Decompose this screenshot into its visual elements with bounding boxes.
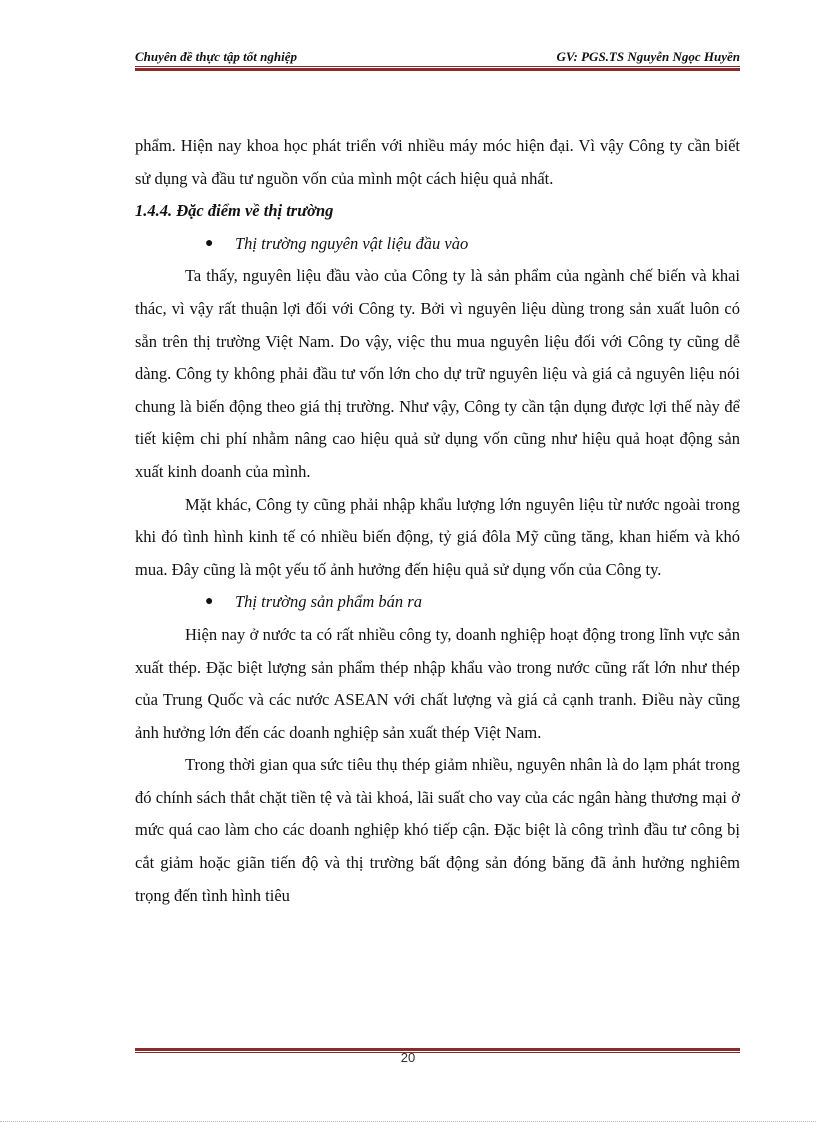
paragraph-competition: Hiện nay ở nước ta có rất nhiều công ty, doanh nghiệp hoạt động trong lĩnh vực sản xuất thép. Đặc biệt lượng sản phẩm thép nhập khẩu vào trong nước cũng rất lớn như thép của Trung Quốc và các nước ASEAN với chất lượng và giá cả cạnh tranh. Điều này cũng ảnh hưởng lớn đến các doanh nghiệp sản xuất thép Việt Nam. bbox=[135, 624, 740, 742]
bullet-input-market bbox=[135, 228, 740, 261]
document-body bbox=[135, 130, 740, 912]
page-edge-divider bbox=[0, 1121, 816, 1122]
paragraph-intro: phẩm. Hiện nay khoa học phát triển với nhiều máy móc hiện đại. Vì vậy Công ty cần biết sử dụng và đầu tư nguồn vốn của mình một cách hiệu quả nhất. bbox=[135, 136, 740, 188]
header-title: Chuyên đề thực tập tốt nghiệp bbox=[135, 49, 297, 64]
bullet-input-market-text: Thị trường nguyên vật liệu đầu vào bbox=[235, 233, 469, 253]
bullet-dot-icon: ● bbox=[205, 235, 214, 251]
bullet-output-market-text: Thị trường sản phẩm bán ra bbox=[235, 592, 422, 612]
paragraph-input-materials: Ta thấy, nguyên liệu đầu vào của Công ty là sản phẩm của ngành chế biến và khai thác, vì vậy rất thuận lợi đối với Công ty. Bởi vì nguyên liệu dùng trong sản xuất luôn có sẵn trên thị trường Việt Nam. Do vậy, việc thu mua nguyên liệu đối với Công ty cũng dễ dàng. Công ty không phải đầu tư vốn lớn cho dự trữ nguyên liệu và giá cả nguyên liệu nói chung là biến động theo giá thị trường. Như vậy, Công ty cần tận dụng được lợi thế này để tiết kiệm chi phí nhằm nâng cao hiệu quả sử dụng vốn cũng như hiệu quả hoạt động sản xuất kinh doanh của mình. bbox=[135, 266, 740, 481]
bullet-dot-icon: ● bbox=[205, 594, 214, 610]
paragraph-consumption: Trong thời gian qua sức tiêu thụ thép giảm nhiều, nguyên nhân là do lạm phát trong đó chính sách thắt chặt tiền tệ và tài khoá, lãi suất cho vay của các ngân hàng thương mại ở mức quá cao làm cho các doanh nghiệp khó tiếp cận. Đặc biệt là công trình đầu tư công bị cắt giảm hoặc giãn tiến độ và thị trường bất động sản đóng băng đã ảnh hưởng nghiêm trọng đến tình hình tiêu bbox=[135, 755, 740, 905]
section-heading: 1.4.4. Đặc điểm về thị trường bbox=[135, 201, 334, 221]
paragraph-imports: Mặt khác, Công ty cũng phải nhập khẩu lượng lớn nguyên liệu từ nước ngoài trong khi đó tình hình kinh tế có nhiều biến động, tỷ giá đôla Mỹ cũng tăng, khan hiếm và khó mua. Đây cũng là một yếu tố ảnh hưởng đến hiệu quả sử dụng vốn của Công ty. bbox=[135, 494, 740, 579]
header-instructor: GV: PGS.TS Nguyễn Ngọc Huyền bbox=[556, 49, 740, 64]
header-rule-top bbox=[135, 66, 740, 67]
header-rule-bottom bbox=[135, 68, 740, 71]
page-number: 20 bbox=[400, 1050, 416, 1065]
bullet-output-market bbox=[135, 586, 740, 619]
page-header bbox=[135, 46, 740, 66]
